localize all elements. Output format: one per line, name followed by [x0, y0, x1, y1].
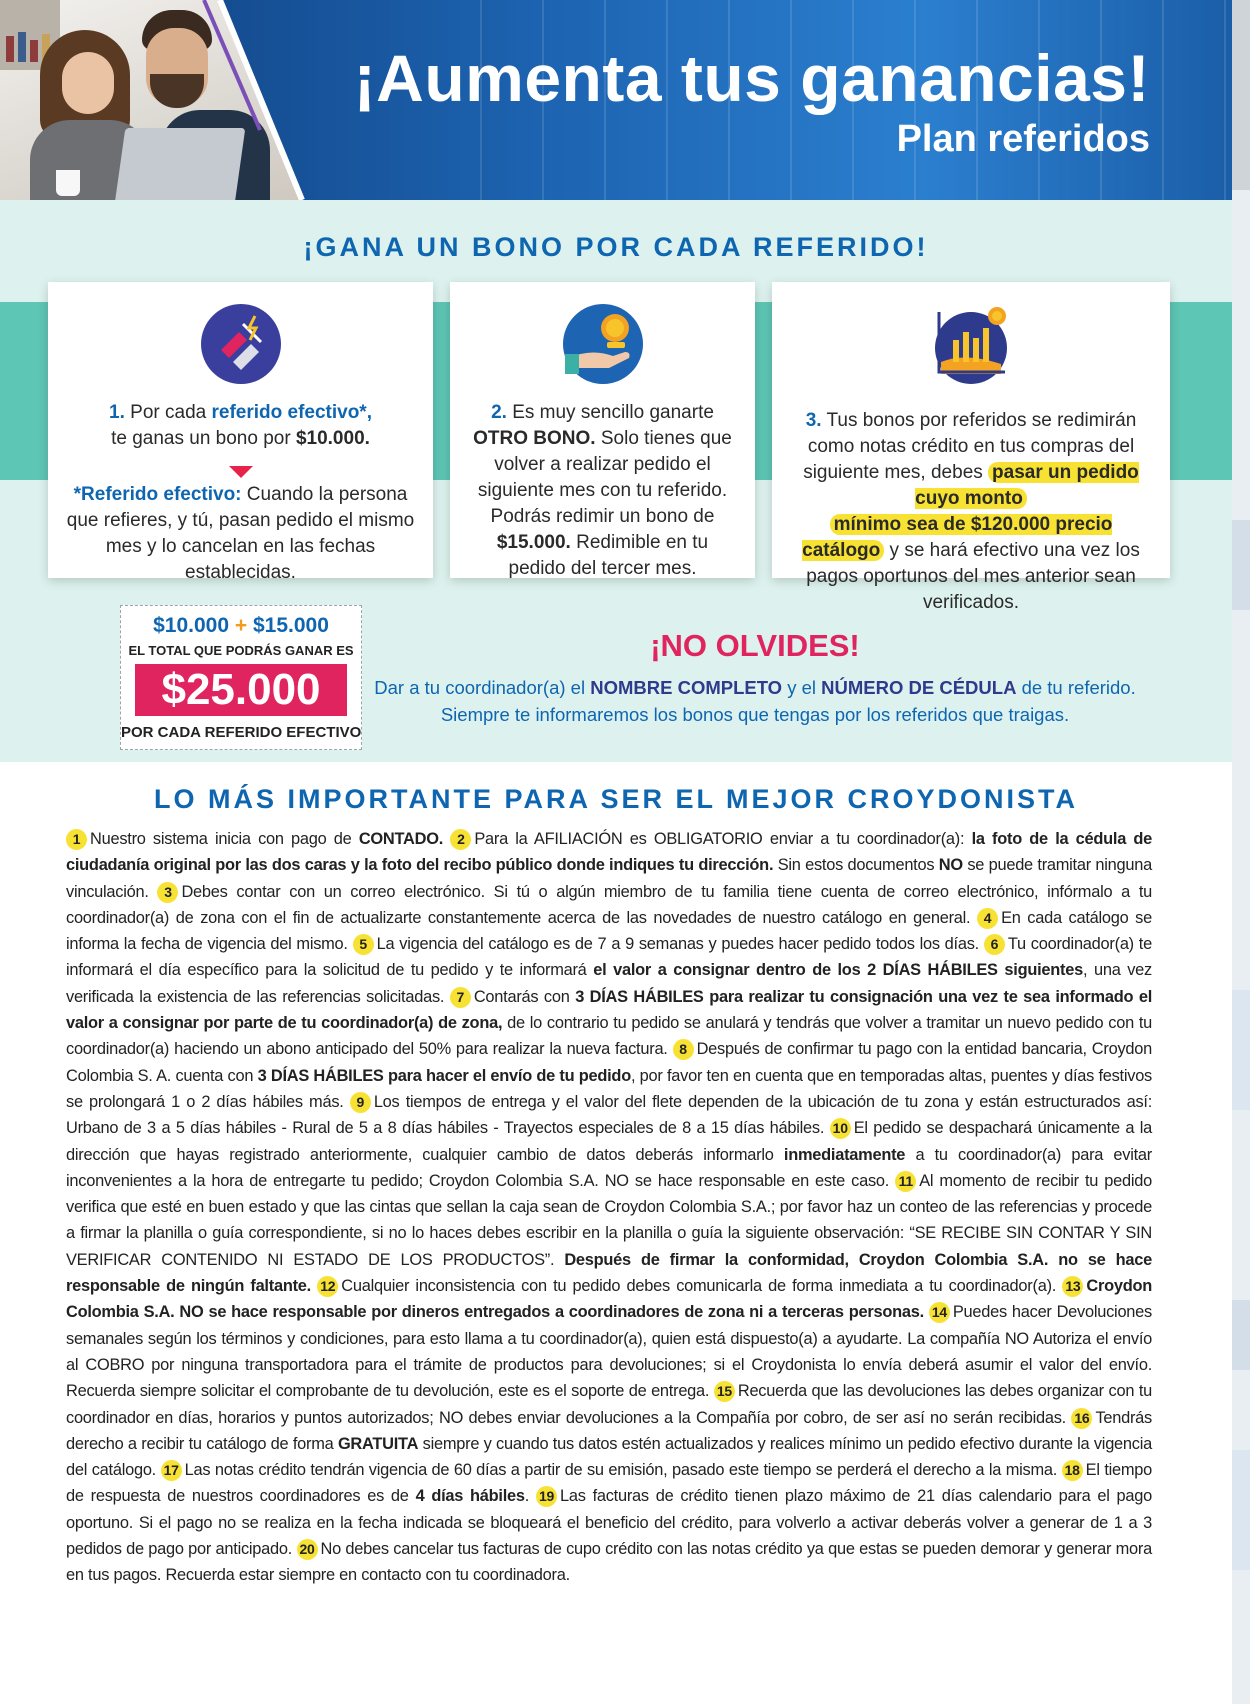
magnet-icon — [199, 302, 283, 386]
rule-text: Puedes hacer Devoluciones semanales según los términos y condiciones, para esto llama a tu coordinador(a), quien está dispuesto(a) a ayudarte. La compañía NO Autoriza el envío al COBRO por ninguna transportadora para el trámite de productos para devoluciones; si el Croydonista lo envía deberá asumir el valor del envío. Recuerda siempre solicitar el comprobante de tu devolución, este es el soporte de entrega. — [66, 1303, 1152, 1401]
rule-text: Debes contar con un correo electrónico. Si tú o algún miembro de tu familia tiene cuenta de correo electrónico, infórmalo a tu coordinador(a) de zona con el fin de actualizarte constantemente acerca de las novedades de nuestro catálogo en general. — [66, 882, 1152, 927]
referral-card-3 — [772, 282, 1170, 613]
rule-text: 3 DÍAS HÁBILES para hacer el envío de tu pedido — [257, 1066, 631, 1085]
rule-number-badge: 6 — [984, 934, 1005, 955]
rule-text: siempre y cuando tus datos estén actualizados y realices mínimo un pedido efectivo durante la vigencia del catálogo. — [66, 1434, 1152, 1480]
rule-number-badge: 13 — [1062, 1276, 1083, 1297]
card-2-text: 2. Es muy sencillo ganarte OTRO BONO. Solo tienes que volver a realizar pedido el siguiente mes con tu referido. Podrás redimir un bono de $15.000. Redimible en tu pedido del tercer mes. — [473, 402, 732, 579]
reminder-title: ¡NO OLVIDES! — [650, 628, 860, 663]
rule-text: Recuerda que las devoluciones las debes organizar con tu coordinador en días, horarios y puntos autorizados; NO debes enviar devoluciones a la Compañía por cobro, de ser así no serán recibidas. — [66, 1382, 1152, 1427]
rule-number-badge: 9 — [350, 1092, 371, 1113]
mug — [56, 170, 80, 196]
rule-text: GRATUITA — [337, 1434, 419, 1453]
card-3-text: 3. Tus bonos por referidos se redimirán como notas crédito en tus compras del siguiente mes, debes pasar un pedido cuyo monto mínimo sea de $120.000 precio catálogo y se hará efectivo una vez los pagos oportunos del mes anterior sean verificados. — [802, 410, 1140, 613]
rule-text: Croydon Colombia S.A. NO se hace responsable por dineros entregados a coordinadores de zona ni a terceras personas. — [66, 1277, 1153, 1322]
rule-number-badge: 15 — [714, 1381, 735, 1402]
card-1-text: 1. Por cada referido efectivo*, te ganas un bono por $10.000. — [109, 402, 372, 449]
rule-number-badge: 14 — [929, 1302, 950, 1323]
rule-text: Después de confirmar tu pago con la entidad bancaria, Croydon Colombia S. A. cuenta con — [66, 1040, 1152, 1085]
rule-text: Nuestro sistema inicia con pago de — [90, 830, 359, 848]
rule-number-badge: 3 — [157, 882, 178, 903]
rule-number-badge: 20 — [297, 1539, 318, 1560]
rule-text: No debes cancelar tus facturas de cupo crédito con las notas crédito ya que estas se pueden demorar y generar mora en tus pagos. Recuerda estar siempre en contacto con tu coordinadora. — [66, 1540, 1152, 1585]
rule-text: La vigencia del catálogo es de 7 a 9 semanas y puedes hacer pedido todos los días. — [376, 935, 979, 954]
rule-text: CONTADO. — [358, 830, 444, 848]
bar-chart-coin-icon — [929, 302, 1013, 386]
rule-number-badge: 8 — [673, 1039, 694, 1060]
reminder-text: Dar a tu coordinador(a) el NOMBRE COMPLETO y el NÚMERO DE CÉDULA de tu referido. Siempre te informaremos los bonos que tengas por los referidos que traigas. — [374, 677, 1136, 725]
rule-text: NO — [938, 856, 963, 875]
rule-text: El tiempo de respuesta de nuestros coordinadores es de — [66, 1461, 1153, 1506]
rule-text: En cada catálogo se informa la fecha de vigencia del mismo. — [66, 908, 1152, 954]
total-caption: EL TOTAL QUE PODRÁS GANAR ES — [128, 643, 354, 658]
rule-text: Tendrás derecho a recibir tu catálogo de forma — [66, 1408, 1152, 1453]
rule-number-badge: 4 — [977, 908, 998, 929]
rule-text: Las notas crédito tendrán vigencia de 60 días a partir de su emisión, pasado este tiempo se perderá el derecho a la misma. — [184, 1461, 1058, 1480]
highlight-minimum-amount: mínimo sea de $120.000 precio catálogo — [802, 514, 1113, 561]
rule-text: Después de firmar la conformidad, Croydon Colombia S.A. no se hace responsable de ningún faltante. — [66, 1250, 1152, 1296]
rule-text: Para la AFILIACIÓN es OBLIGATORIO enviar a tu coordinador(a): — [474, 830, 972, 848]
rule-text: . — [524, 1487, 530, 1506]
rule-number-badge: 16 — [1071, 1408, 1092, 1429]
total-sum: $10.000 + $15.000 — [153, 614, 329, 637]
coin-hand-icon — [561, 302, 645, 386]
rule-number-badge: 11 — [895, 1171, 916, 1192]
highlight-minimum-order: pasar un pedido cuyo monto — [915, 462, 1139, 509]
bonus-heading: ¡GANA UN BONO POR CADA REFERIDO! — [303, 232, 929, 262]
rule-text: Sin estos documentos — [773, 856, 939, 875]
rule-number-badge: 5 — [353, 934, 374, 955]
rules-body — [66, 826, 1152, 1589]
rule-text: la foto de la cédula de ciudadanía original por las dos caras y la foto del recibo público donde indiques tu dirección. — [66, 830, 1152, 875]
rule-text: Contarás con — [473, 987, 576, 1006]
rule-text: Tu coordinador(a) te informará el día específico para la solicitud de tu pedido y te informará — [66, 935, 1152, 980]
rule-text: 3 DÍAS HÁBILES para realizar tu consignación una vez te sea informado el valor a consignar por parte de tu coordinador(a) de zona, — [66, 987, 1152, 1033]
rule-number-badge: 2 — [450, 829, 471, 850]
rule-number-badge: 10 — [830, 1118, 851, 1139]
rule-number-badge: 7 — [450, 987, 471, 1008]
rule-text: 4 días hábiles — [415, 1487, 525, 1506]
rule-text: Las facturas de crédito tienen plazo máximo de 21 días calendario para el pago oportuno. Si el pago no se realiza en la fecha indicada se bloqueará el beneficio del crédito, para volverlo a activar deberás volver a generar de 1 a 3 pedidos de pago por anticipado. — [66, 1487, 1152, 1559]
page-title: ¡Aumenta tus ganancias! — [353, 41, 1150, 115]
rule-text: inmediatamente — [783, 1145, 906, 1164]
rule-text: El pedido se despachará únicamente a la dirección que hayas registrado anteriormente, cualquier cambio de datos deberás informarlo — [66, 1119, 1152, 1164]
rule-text: de lo contrario tu pedido se anulará y tendrás que volver a tramitar un nuevo pedido con tu coordinador(a) haciendo un abono anticipado del 50% para realizar la nueva factura. — [66, 1014, 1152, 1059]
page-subtitle: Plan referidos — [896, 118, 1150, 160]
referral-card-1 — [48, 282, 433, 583]
rule-number-badge: 1 — [66, 829, 87, 850]
rule-text: a tu coordinador(a) para evitar inconvenientes a la hora de entregarte tu pedido; Croydon Colombia S.A. NO se hace responsable en este caso. — [66, 1145, 1152, 1190]
rule-text: se puede tramitar ninguna vinculación. — [66, 856, 1152, 901]
rule-text: Cualquier inconsistencia con tu pedido debes comunicarla de forma inmediata a tu coordinador(a). — [341, 1277, 1057, 1296]
page-edge-strip — [1232, 0, 1250, 1704]
rule-text: , una vez verificada la existencia de las referencias solicitadas. — [66, 961, 1152, 1006]
total-foot: POR CADA REFERIDO EFECTIVO — [121, 724, 362, 741]
down-triangle-icon — [229, 466, 253, 478]
rule-text: el valor a consignar dentro de los 2 DÍAS HÁBILES siguientes — [593, 961, 1083, 980]
important-heading: LO MÁS IMPORTANTE PARA SER EL MEJOR CROYDONISTA — [153, 784, 1079, 814]
header-banner — [0, 0, 1232, 200]
rule-number-badge: 19 — [536, 1486, 557, 1507]
total-earnings-box — [120, 605, 362, 750]
rule-number-badge: 12 — [317, 1276, 338, 1297]
rule-text: Al momento de recibir tu pedido verifica que esté en buen estado y que las cintas que sellan la caja sean de Croydon Colombia S.A.; por favor haz un conteo de las referencias y procede a firmar la planilla o guía correspondiente, si no lo haces debes escribir en la planilla o guía la siguiente observación: “SE RECIBE SIN CONTAR Y SIN VERIFICAR CONTENIDO NI ESTADO DE LOS PRODUCTOS”. — [66, 1171, 1153, 1269]
total-amount: $25.000 — [135, 664, 347, 716]
rule-text: Los tiempos de entrega y el valor del flete dependen de la ubicación de tu zona y están estructurados así: Urbano de 3 a 5 días hábiles - Rural de 5 a 8 días hábiles - Trayectos especiales de 8 a 15 días hábiles. — [66, 1092, 1153, 1138]
rule-text: , por favor ten en cuenta que en temporadas altas, puentes y días festivos se prolongará 1 o 2 días hábiles más. — [66, 1066, 1153, 1111]
rule-number-badge: 17 — [161, 1460, 182, 1481]
referral-card-2 — [450, 282, 755, 578]
rule-number-badge: 18 — [1062, 1460, 1083, 1481]
card-1-note: *Referido efectivo: Cuando la persona que refieres, y tú, pasan pedido el mismo mes y lo cancelan en las fechas establecidas. — [66, 484, 415, 583]
header-diagonal-accent — [200, 0, 320, 200]
